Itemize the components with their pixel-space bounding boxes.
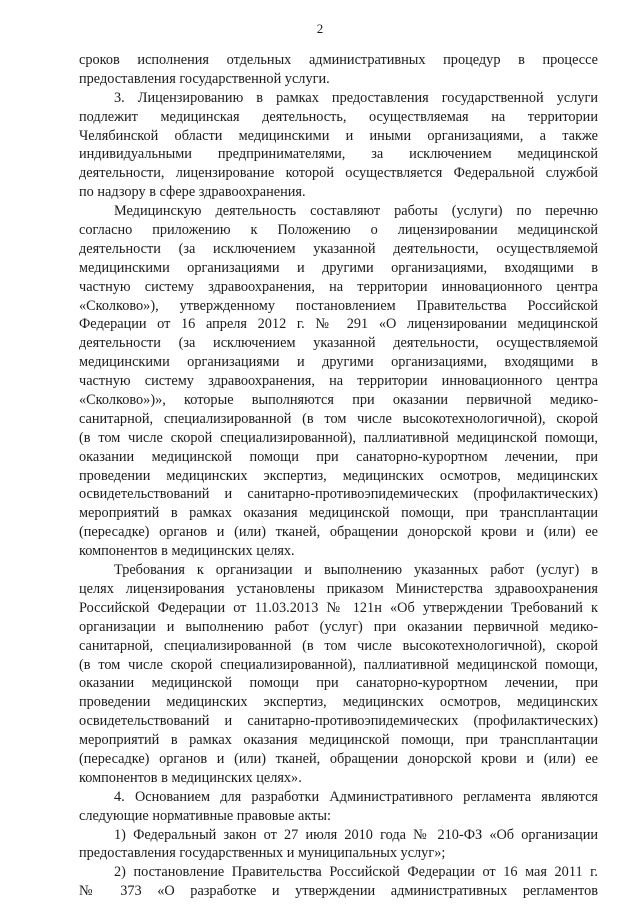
paragraph (79, 89, 598, 202)
text-line: «Сколково»), утвержденному постановлением Правительства Российской (79, 297, 598, 314)
text-line: предоставления государственной услуги. (79, 70, 330, 87)
text-line: Медицинскую деятельность составляют работы (услуги) по перечню (114, 203, 598, 220)
text-line: проведении медицинских экспертиз, медицинских осмотров, медицинских (79, 467, 598, 484)
text-line: оказании медицинской помощи при санаторно-курортном лечении, при (79, 675, 598, 692)
text-line: освидетельствований и санитарно-противоэпидемических (профилактических) (79, 713, 598, 730)
paragraph (79, 826, 598, 864)
text-line: № 373 «О разработке и утверждении административных регламентов (79, 883, 598, 900)
text-line: (пересадке) органов и (или) тканей, обращении донорской крови и (или) ее (79, 750, 598, 767)
text-line: целях лицензирования установлены приказом Министерства здравоохранения (79, 580, 598, 597)
text-line: Челябинской области медицинскими и иными организациями, а также (79, 127, 598, 144)
page-number: 2 (316, 21, 324, 36)
text-line: компонентов в медицинских целях. (79, 543, 295, 560)
text-line: 2) постановление Правительства Российской Федерации от 16 мая 2011 г. (114, 864, 598, 881)
text-line: согласно приложению к Положению о лицензировании медицинской (79, 222, 598, 239)
text-line: оказании медицинской помощи при санаторно-курортном лечении, при (79, 448, 598, 465)
paragraph (79, 788, 598, 826)
text-line: компонентов в медицинских целях». (79, 769, 302, 786)
text-line: деятельности (за исключением указанной деятельности, осуществляемой (79, 240, 598, 257)
text-line: 4. Основанием для разработки Административного регламента являются (114, 788, 598, 805)
text-line: Российской Федерации от 11.03.2013 № 121н «Об утверждении Требований к (79, 599, 598, 616)
text-line: освидетельствований и санитарно-противоэпидемических (профилактических) (79, 486, 598, 503)
text-line: по надзору в сфере здравоохранения. (79, 184, 306, 201)
text-line: организации и выполнению работ (услуг) при оказании первичной медико- (79, 618, 598, 635)
text-line: «Сколково»)», которые выполняются при оказании первичной медико- (79, 392, 598, 409)
text-line: сроков исполнения отдельных административных процедур в процессе (79, 52, 598, 68)
text-line: (в том числе скорой специализированной), паллиативной медицинской помощи, (79, 656, 598, 673)
text-line: частную систему здравоохранения, на территории инновационного центра (79, 373, 598, 390)
paragraph (79, 561, 598, 788)
text-line: мероприятий в рамках оказания медицинской помощи, при трансплантации (79, 505, 598, 522)
text-line: предоставления государственных и муниципальных услуг»; (79, 845, 446, 862)
text-line: подлежит медицинская деятельность, осуществляемая на территории (79, 108, 598, 125)
paragraph (79, 863, 598, 901)
text-line: медицинскими организациями и другими организациями, входящими в (79, 259, 598, 276)
text-line: 1) Федеральный закон от 27 июля 2010 года № 210-ФЗ «Об организации (114, 826, 598, 843)
text-line: деятельности (за исключением указанной деятельности, осуществляемой (79, 335, 598, 352)
text-line: Федерации от 16 апреля 2012 г. № 291 «О лицензировании медицинской (79, 316, 598, 333)
text-line: Требования к организации и выполнению указанных работ (услуг) в (114, 562, 598, 579)
text-line: медицинскими организациями и другими организациями, входящими в (79, 354, 598, 371)
text-line: санитарной, специализированной (в том числе высокотехнологичной), скорой (79, 410, 598, 427)
document-body (79, 51, 598, 901)
text-line: следующие нормативные правовые акты: (79, 807, 331, 824)
text-line: частную систему здравоохранения, на территории инновационного центра (79, 278, 598, 295)
paragraph (79, 202, 598, 561)
text-line: (пересадке) органов и (или) тканей, обращении донорской крови и (или) ее (79, 524, 598, 541)
paragraph (79, 51, 598, 89)
text-line: мероприятий в рамках оказания медицинской помощи, при трансплантации (79, 732, 598, 749)
text-line: индивидуальными предпринимателями, за исключением медицинской (79, 146, 598, 163)
text-line: 3. Лицензированию в рамках предоставления государственной услуги (114, 89, 598, 106)
text-line: проведении медицинских экспертиз, медицинских осмотров, медицинских (79, 694, 598, 711)
text-line: деятельности, лицензирование которой осуществляется Федеральной службой (79, 165, 598, 182)
text-line: (в том числе скорой специализированной), паллиативной медицинской помощи, (79, 429, 598, 446)
text-line: санитарной, специализированной (в том числе высокотехнологичной), скорой (79, 637, 598, 654)
